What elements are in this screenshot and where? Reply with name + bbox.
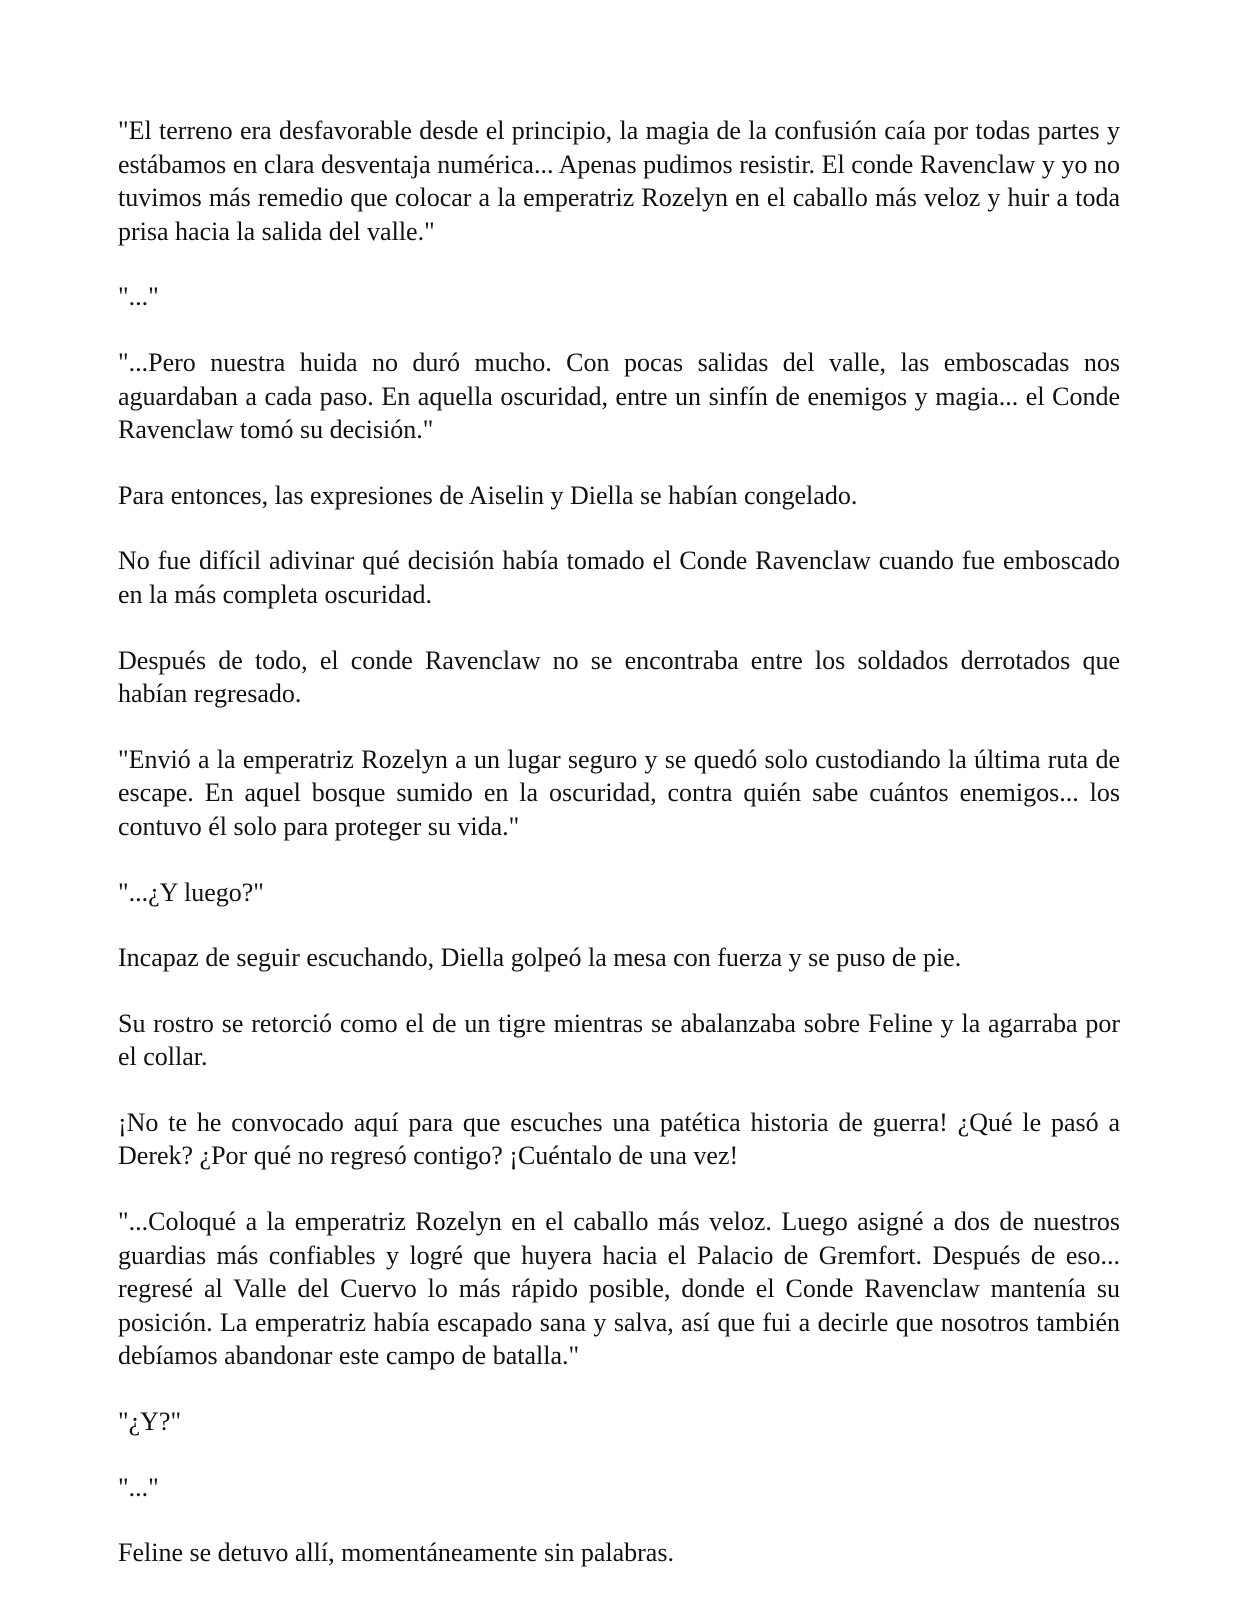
- paragraph-12: "...Coloqué a la emperatriz Rozelyn en el caballo más veloz. Luego asigné a dos de nuestros guardias más confiables y logré que huyera hacia el Palacio de Gremfort. Después de eso... regresé al Valle del Cuervo lo más rápido posible, donde el Conde Ravenclaw mantenía su posición. La emperatriz había escapado sana y salva, así que fui a decirle que nosotros también debíamos abandonar este campo de batalla.": [118, 1207, 1120, 1371]
- paragraph-1: "El terreno era desfavorable desde el principio, la magia de la confusión caía por todas partes y estábamos en clara desventaja numérica... Apenas pudimos resistir. El conde Ravenclaw y yo no tuvimos más remedio que colocar a la emperatriz Rozelyn en el caballo más veloz y huir a toda prisa hacia la salida del valle.": [118, 116, 1120, 246]
- paragraph-7: "Envió a la emperatriz Rozelyn a un lugar seguro y se quedó solo custodiando la última ruta de escape. En aquel bosque sumido en la oscuridad, contra quién sabe cuántos enemigos... los contuvo él solo para proteger su vida.": [118, 744, 1120, 841]
- paragraph-6: Después de todo, el conde Ravenclaw no se encontraba entre los soldados derrotados que habían regresado.: [118, 645, 1120, 709]
- paragraph-10: Su rostro se retorció como el de un tigre mientras se abalanzaba sobre Feline y la agarraba por el collar.: [118, 1008, 1120, 1072]
- paragraph-13: "¿Y?": [118, 1407, 182, 1437]
- paragraph-14: "...": [118, 1472, 159, 1502]
- paragraph-15: Feline se detuvo allí, momentáneamente sin palabras.: [118, 1538, 674, 1568]
- paragraph-11: ¡No te he convocado aquí para que escuches una patética historia de guerra! ¿Qué le pasó a Derek? ¿Por qué no regresó contigo? ¡Cuéntalo de una vez!: [118, 1107, 1120, 1171]
- paragraph-4: Para entonces, las expresiones de Aiselin y Diella se habían congelado.: [118, 480, 858, 510]
- paragraph-5: No fue difícil adivinar qué decisión había tomado el Conde Ravenclaw cuando fue emboscado en la más completa oscuridad.: [118, 546, 1120, 609]
- document-page: [118, 114, 1120, 1602]
- paragraph-3: "...Pero nuestra huida no duró mucho. Con pocas salidas del valle, las emboscadas nos aguardaban a cada paso. En aquella oscuridad, entre un sinfín de enemigos y magia... el Conde Ravenclaw tomó su decisión.": [118, 347, 1120, 445]
- paragraph-9: Incapaz de seguir escuchando, Diella golpeó la mesa con fuerza y se puso de pie.: [118, 943, 962, 973]
- paragraph-2: "...": [118, 282, 159, 312]
- paragraph-8: "...¿Y luego?": [118, 877, 264, 907]
